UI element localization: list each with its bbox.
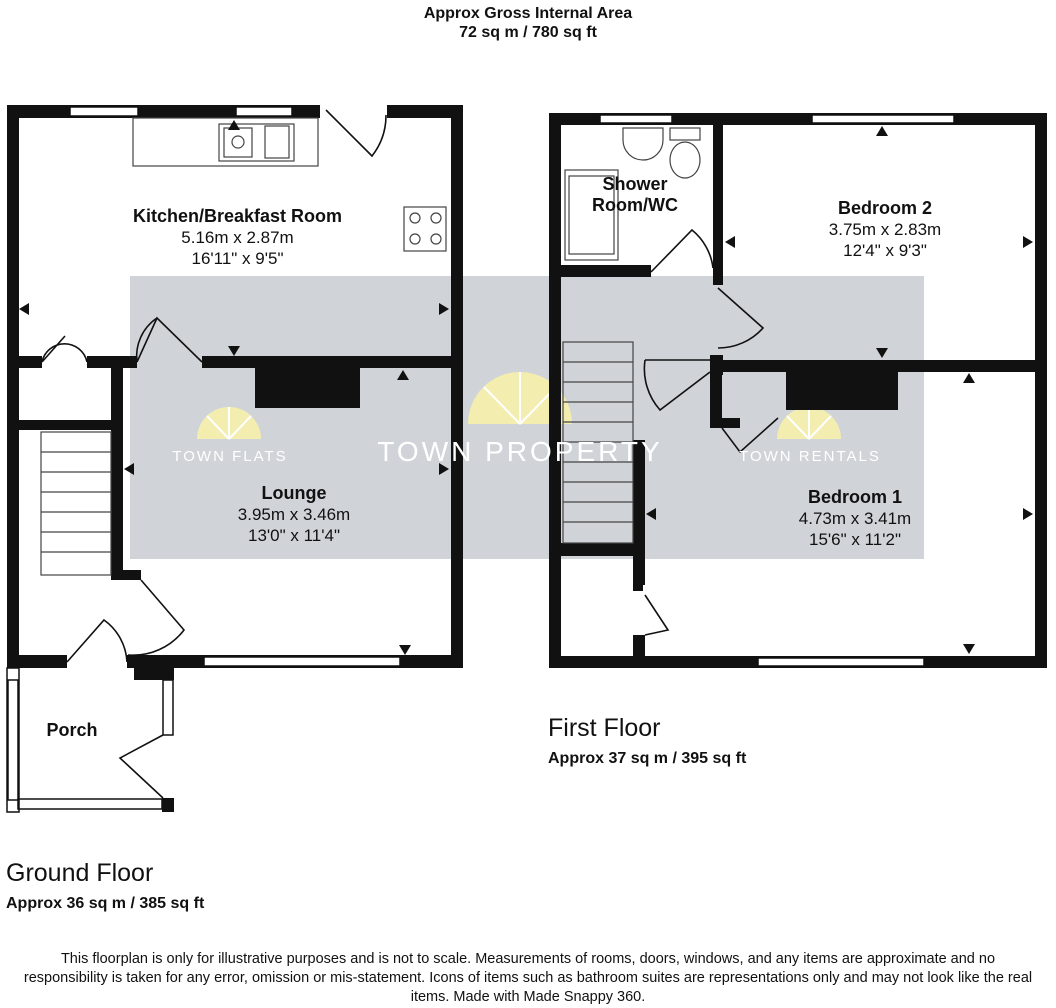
room-bedroom1-name: Bedroom 1 [807,487,903,507]
room-lounge-metric: 3.95m x 3.46m [237,505,351,524]
room-bedroom2-imperial: 12'4" x 9'3" [843,241,927,260]
room-shower-name-1: Shower [602,174,668,194]
total-area: 72 sq m / 780 sq ft [459,24,597,41]
room-lounge [194,483,394,546]
watermark-right: TOWN RENTALS [739,448,881,465]
room-bedroom1-metric: 4.73m x 3.41m [798,509,912,528]
disclaimer: This floorplan is only for illustrative purposes and is not to scale. Measurements of rooms, doors, windows, and any items are approximate and no responsibility is taken for any error, omission or mis-statement. Icons of items such as bathroom suites are representations only and may not look like the real items. Made with Made Snappy 360. [23,951,1033,1005]
room-lounge-name: Lounge [261,483,327,503]
room-kitchen [100,206,375,269]
ground-floor-area: Approx 36 sq m / 385 sq ft [6,895,205,912]
first-floor-area: Approx 37 sq m / 395 sq ft [548,750,747,767]
room-bedroom1-imperial: 15'6" x 11'2" [809,530,901,549]
area-title: Approx Gross Internal Area [423,5,633,22]
room-bedroom1 [760,487,950,550]
room-kitchen-name: Kitchen/Breakfast Room [132,206,343,226]
room-shower-name-2: Room/WC [592,195,678,215]
room-lounge-imperial: 13'0" x 11'4" [248,526,340,545]
room-shower [580,174,690,216]
room-bedroom2 [790,198,980,261]
room-kitchen-metric: 5.16m x 2.87m [181,228,294,247]
room-porch [22,720,122,741]
room-kitchen-imperial: 16'11" x 9'5" [191,249,284,268]
watermark-left: TOWN FLATS [172,448,288,465]
room-bedroom2-metric: 3.75m x 2.83m [828,220,942,239]
ground-floor-stairs [41,432,111,575]
first-floor-label: First Floor [548,714,661,742]
ground-floor-label: Ground Floor [6,859,154,887]
watermark-center: TOWN PROPERTY [377,436,663,467]
room-porch-name: Porch [46,720,98,740]
room-bedroom2-name: Bedroom 2 [837,198,933,218]
